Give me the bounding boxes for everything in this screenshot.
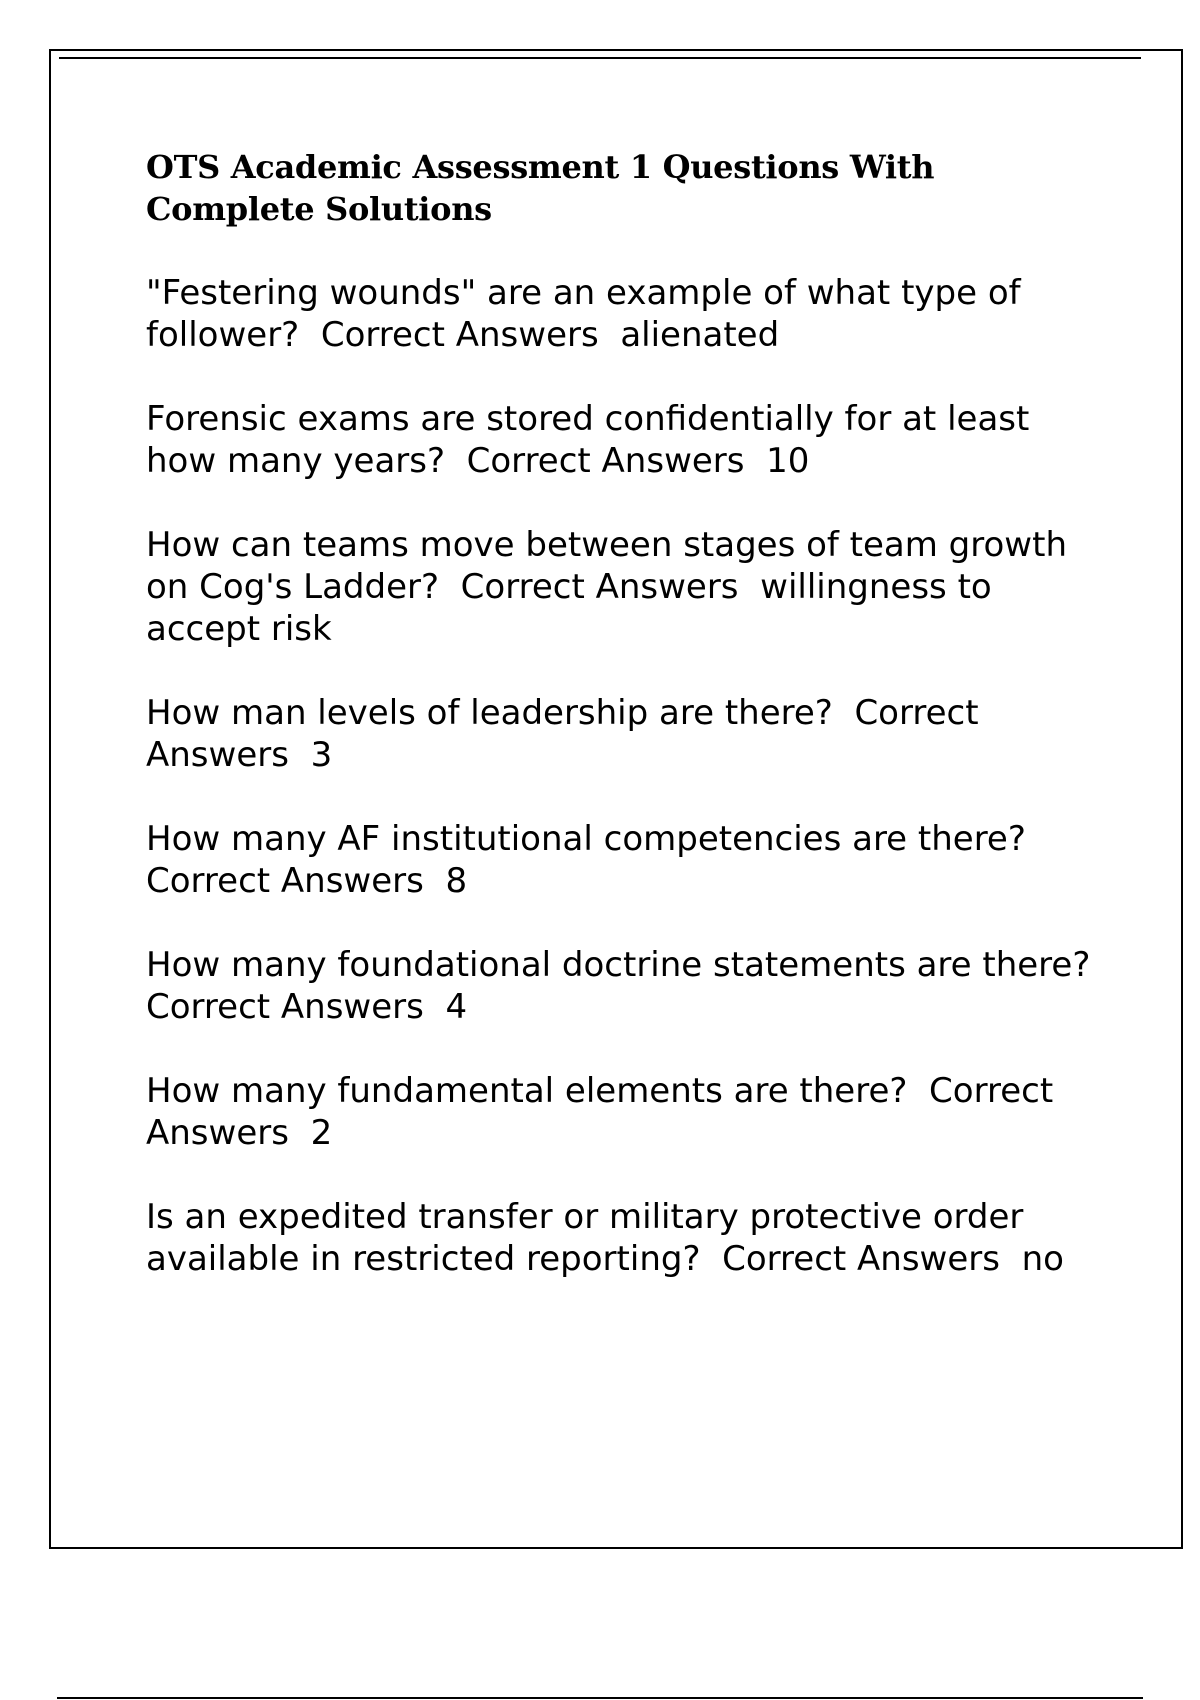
qa-item: [146, 1196, 1096, 1280]
answer-label: Correct Answers: [146, 693, 990, 775]
question-text: Is an expedited transfer or military protective order available in restricted reporting?: [146, 1197, 1035, 1279]
answer-label: Correct Answers: [460, 567, 739, 607]
answer-text: willingness to accept risk: [146, 567, 1003, 649]
qa-item: [146, 692, 1096, 776]
question-text: How can teams move between stages of team growth on Cog's Ladder?: [146, 525, 1078, 607]
answer-label: Correct Answers: [146, 1071, 1064, 1153]
qa-item: [146, 398, 1096, 482]
qa-item: [146, 272, 1096, 356]
answer-label: Correct Answers: [146, 861, 424, 901]
question-text: How many AF institutional competencies are there?: [146, 819, 1026, 859]
answer-text: 8: [445, 861, 468, 901]
answer-text: 3: [310, 735, 333, 775]
answer-text: alienated: [620, 315, 780, 355]
document-title: OTS Academic Assessment 1 Questions With Complete Solutions: [146, 148, 935, 228]
answer-text: 4: [445, 987, 468, 1027]
qa-item: [146, 944, 1096, 1028]
answer-label: Correct Answers: [722, 1239, 1000, 1279]
qa-item: [146, 1070, 1096, 1154]
qa-item: [146, 818, 1096, 902]
question-text: Forensic exams are stored confidentially for at least how many years?: [146, 399, 1041, 481]
question-text: How man levels of leadership are there?: [146, 693, 833, 733]
answer-label: Correct Answers: [320, 315, 599, 355]
answer-text: 2: [310, 1113, 333, 1153]
question-text: How many foundational doctrine statements are there?: [146, 945, 1091, 985]
document-content: [146, 146, 1096, 1322]
top-rule: [59, 57, 1141, 59]
answer-label: Correct Answers: [466, 441, 745, 481]
question-text: "Festering wounds" are an example of what type of follower?: [146, 273, 1032, 355]
bottom-rule: [57, 1697, 1143, 1699]
qa-item: [146, 524, 1096, 650]
question-text: How many fundamental elements are there?: [146, 1071, 908, 1111]
answer-label: Correct Answers: [146, 987, 424, 1027]
answer-text: 10: [766, 441, 810, 481]
answer-text: no: [1021, 1239, 1064, 1279]
